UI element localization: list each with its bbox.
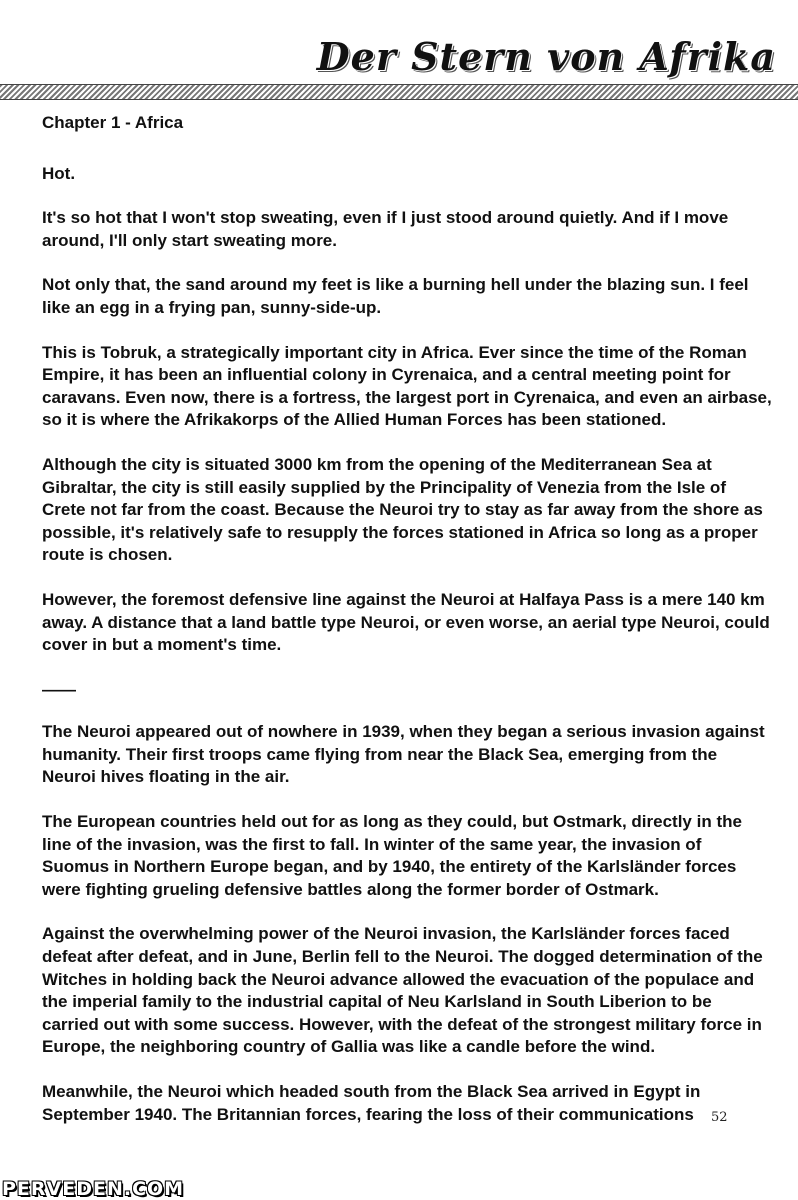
paragraph: It's so hot that I won't stop sweating, even if I just stood around quietly. And if I move around, I'll only start sweating more.: [42, 208, 729, 250]
paragraph: Meanwhile, the Neuroi which headed south from the Black Sea arrived in Egypt in September 1940. The Britannian forces, fearing the loss of their communications: [42, 1082, 701, 1124]
page-number: 52: [711, 1110, 728, 1125]
paragraph: The Neuroi appeared out of nowhere in 1939, when they began a serious invasion against humanity. Their first troops came flying from near the Black Sea, emerging from the Neuroi hives floating in the air.: [42, 722, 765, 787]
paragraph: However, the foremost defensive line against the Neuroi at Halfaya Pass is a mere 140 km away. A distance that a land battle type Neuroi, or even worse, an aerial type Neuroi, could cover in but a moment's time.: [42, 589, 770, 655]
paragraph: Not only that, the sand around my feet is like a burning hell under the blazing sun. I feel like an egg in a frying pan, sunny-side-up.: [42, 275, 749, 317]
page-body: [42, 112, 772, 1148]
paragraph: Against the overwhelming power of the Neuroi invasion, the Karlsländer forces faced defeat after defeat, and in June, Berlin fell to the Neuroi. The dogged determination of the Witches in holding back the Neuroi advance allowed the evacuation of the populace and the imperial family to the industrial capital of Neu Karlsland in South Liberion to be carried out with some success. However, with the defeat of the strongest military force in Europe, the neighboring country of Gallia was like a candle before the wind.: [42, 924, 763, 1057]
header-decorative-band: [0, 84, 798, 100]
paragraph: Although the city is situated 3000 km from the opening of the Mediterranean Sea at Gibraltar, the city is still easily supplied by the Principality of Venezia from the Isle of Crete not far from the coast. Because the Neuroi try to stay as far away from the shore as possible, it's relatively safe to resupply the forces stationed in Africa so long as a proper route is chosen.: [42, 454, 763, 565]
chapter-title: Chapter 1 - Africa: [42, 113, 184, 132]
paragraph: Hot.: [42, 163, 76, 183]
site-watermark: PERVEDEN.COM: [2, 1178, 185, 1200]
paragraph: The European countries held out for as long as they could, but Ostmark, directly in the line of the invasion, was the first to fall. In winter of the same year, the invasion of Suomus in Northern Europe began, and by 1940, the entirety of the Karlsländer forces were fighting grueling defensive battles along the former border of Ostmark.: [42, 812, 742, 899]
paragraph: This is Tobruk, a strategically important city in Africa. Ever since the time of the Roman Empire, it has been an influential colony in Cyrenaica, and a central meeting point for caravans. Even now, there is a fortress, the largest port in Cyrenaica, and even an airbase, so it is where the Afrikakorps of the Allied Human Forces has been stationed.: [42, 342, 772, 430]
page-header-title: Der Stern von Afrika: [316, 34, 776, 79]
section-divider: ——: [42, 679, 76, 699]
